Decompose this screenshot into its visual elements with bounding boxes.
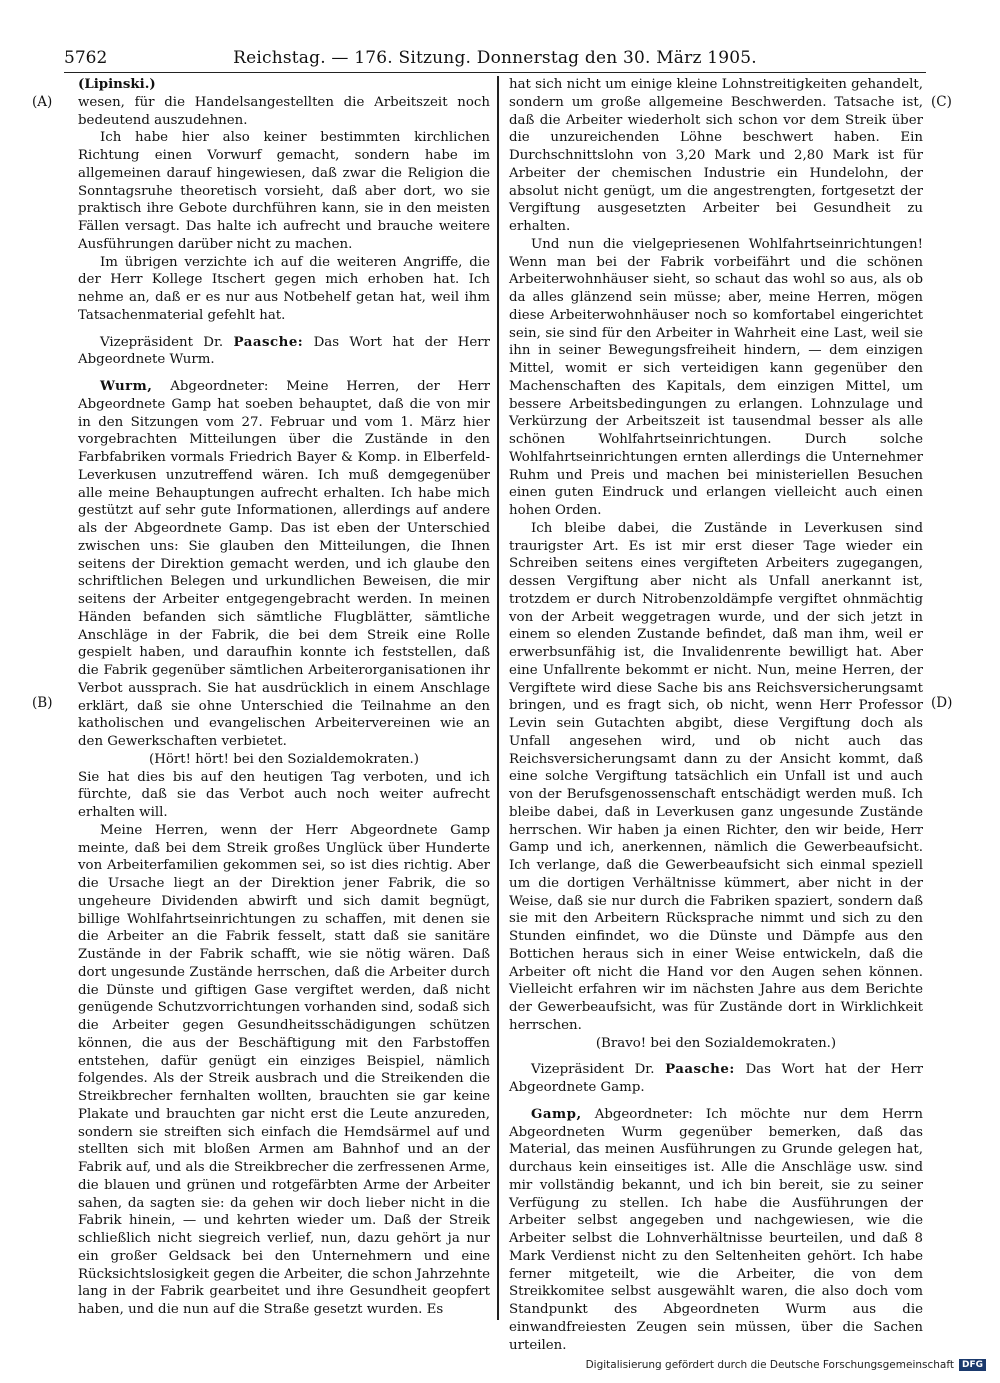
paragraph: Im übrigen verzichte ich auf die weiteren Angriffe, die der Herr Kollege Itschert gegen mich erhoben hat. Ich nehme an, daß er es nur aus Notbehelf getan hat, weil ihm Tatsachenmaterial gefehlt hat. [78,254,490,323]
right-column [509,76,923,1354]
dfg-logo: DFG [959,1359,986,1371]
speech-text: Abgeordneter: Ich möchte nur dem Herrn Abgeordneten Wurm gegenüber bemerken, daß das Material, das meinen Ausführungen zu Grunde gelegen hat, durchaus kein einseitiges ist. Alle die Anschläge usw. sind mir vollständig bekannt, und ich bin bereit, sie zu seiner Verfügung zu stellen. Ich habe die Ausführungen der Arbeiter selbst angegeben und nachgewiesen, wie die Arbeiter selbst die Lohnverhältnisse beurteilen, und daß 8 Mark Verdienst nicht zu den Seltenheiten gehört. Ich habe ferner mitgeteilt, wie die Arbeiter, die von dem Streikkomitee selbst ausgewählt waren, die also doch vom Standpunkt des Abgeordneten Wurm aus die einwandfreiesten Zeugen sein müssen, über die Sachen urteilen. [509,1106,923,1353]
column-divider [497,76,499,1320]
paragraph: Meine Herren, wenn der Herr Abgeordnete Gamp meinte, daß bei dem Streik großes Unglück über Hunderte von Arbeiterfamilien gekommen sei, so ist dies richtig. Aber die Ursache liegt an der Direktion jener Fabrik, die so ungeheure Dividenden abwirft und sich damit begnügt, billige Wohlfahrtseinrichtungen zu schaffen, mit denen sie die Arbeiter an die Fabrik fesselt, statt daß sie sanitäre Zustände in der Fabrik schafft, wie sie nötig wären. Daß dort ungesunde Zustände herrschen, daß die Arbeiter durch die Dünste und giftigen Gase vergiftet werden, daß nicht genügende Schutzvorrichtungen vorhanden sind, sodaß sich die Arbeiter gegen Gesundheitsschädigungen schützen können, die aus der Beschäftigung mit den Farbstoffen entstehen, dafür genügt ein einziges Beispiel, nämlich folgendes. Als der Streik ausbrach und die Streikenden die Streikbrecher fernhalten wollten, brauchten sie gar keine Plakate und brauchten gar nicht erst die Leute anzureden, sondern sie streiften sich einfach die Hemdsärmel auf und stellten sich mit bloßen Armen am Bahnhof und an der Fabrik auf, und als die Streikbrecher die zerfressenen Arme, die blauen und grünen und rotgefärbten Arme der Arbeiter sahen, da sagten sie: da gehen wir doch lieber nicht in die Fabrik hinein, — und kehrten wieder um. Daß der Streik schließlich nicht siegreich verlief, nun, dazu gehört ja nur ein großer Geldsack bei den Unternehmern und eine Rücksichtslosigkeit gegen die Arbeiter, die schon Jahrzehnte lang in der Fabrik gearbeitet und ihre Gesundheit geopfert haben, und die nun auf die Straße gesetzt wurden. Es [78,822,490,1317]
margin-mark-d: (D) [931,695,953,711]
chair-text: Das Wort hat der Herr Abgeordnete Wurm. [78,334,491,368]
speaker-name: Gamp, [531,1105,582,1122]
paragraph: hat sich nicht um einige kleine Lohnstreitigkeiten gehandelt, sondern um große allgemeine Beschwerden. Tatsache ist, daß die Arbeiter wiederholt sich schon vor dem Streik über die unzureichenden Löhne beschwert haben. Ein Durchschnittslohn von 3,20 Mark und 2,80 Mark ist für Arbeiter der chemischen Industrie ein Hundelohn, der absolut nicht genügt, um die angestrengten, fortgesetzt der Vergiftung ausgesetzten Arbeiter bei Gesundheit zu erhalten. [509,77,923,234]
speaker-name: Paasche: [665,1061,735,1078]
chair-prefix: Vizepräsident Dr. [100,334,224,350]
chair-prefix: Vizepräsident Dr. [531,1062,655,1078]
speech [78,378,490,751]
margin-mark-b: (B) [32,695,53,711]
chair-text: Das Wort hat der Herr Abgeordnete Gamp. [509,1062,924,1095]
chair-announcement [509,1061,923,1097]
header-rule [64,72,926,73]
speech [509,1106,923,1355]
paragraph: wesen, für die Handelsangestellten die Arbeitszeit noch bedeutend auszudehnen. [78,94,490,128]
interjection: (Hört! hört! bei den Sozialdemokraten.) [149,751,419,767]
paragraph: Sie hat dies bis auf den heutigen Tag verboten, und ich fürchte, daß sie das Verbot auch noch weiter aufrecht erhalten will. [78,769,490,820]
interjection: (Bravo! bei den Sozialdemokraten.) [595,1035,837,1051]
paragraph: Ich bleibe dabei, die Zustände in Leverkusen sind traurigster Art. Es ist mir erst dieser Tage wieder ein Schreiben seitens eines vergifteten Arbeiters zugegangen, dessen Vergiftung aber nicht als Unfall anerkannt ist, trotzdem er durch Nitrobenzoldämpfe vergiftet ohnmächtig von der Arbeit weggetragen wurde, und der sich jetzt in einem so elenden Zustande befindet, daß man ihm, weil er erwerbsunfähig ist, die Invalidenrente bewilligt hat. Aber eine Unfallrente bekommt er nicht. Nun, meine Herren, der Vergiftete wird diese Sache bis ans Reichsversicherungsamt bringen, und es fragt sich, ob nicht, wenn Herr Professor Levin sein Gutachten abgibt, diese Vergiftung doch als Unfall angesehen wird, und ob nicht auch das Reichsversicherungsamt dann zu der Ansicht kommt, daß eine solche Vergiftung tatsächlich ein Unfall ist und auch von der Berufsgenossenschaft entschädigt werden muß. Ich bleibe dabei, daß in Leverkusen ganz ungesunde Zustände herrschen. Wir haben ja einen Richter, den wir beide, Herr Gamp und ich, anerkennen, nämlich die Gewerbeaufsicht. Ich verlange, daß die Gewerbeaufsicht sich einmal speziell um die dortigen Verhältnisse kümmert, aber nicht in der Weise, daß sie nur durch die Fabriken spaziert, sondern daß sie mit den Arbeitern Rücksprache nimmt und sich zu den Stunden einfindet, wo die Dünste und Dämpfe aus den Bottichen heraus sich in einer Weise entwickeln, daß die Arbeiter oft nicht die Hand vor den Augen sehen können. Vielleicht erfahren wir im nächsten Jahre aus dem Berichte der Gewerbeaufsicht, was für Zustände dort in Wirklichkeit herrschen. [509,520,923,1033]
speaker-name: Paasche: [233,333,304,350]
speech-text: Abgeordneter: Meine Herren, der Herr Abgeordnete Gamp hat soeben behauptet, daß die von mir in den Sitzungen vom 27. Februar und vom 1. März hier vorgebrachten Mitteilungen über die Zustände in den Farbfabriken vormals Friedrich Bayer & Komp. in Elberfeld-Leverkusen unzutreffend wären. Ich muß demgegenüber alle meine Behauptungen aufrecht erhalten. Ich habe mich gestützt auf sehr gute Informationen, allerdings auf andere als der Abgeordnete Gamp. Das ist eben der Unterschied zwischen uns: Sie glauben den Mitteilungen, die Ihnen seitens der Direktion gemacht werden, und ich glaube den schriftlichen Belegen und urkundlichen Beweisen, die mir seitens der Arbeiter entgegengebracht werden. In meinen Händen befanden sich sämtliche Flugblätter, sämtliche Anschläge in der Fabrik, die bei dem Streik eine Rolle gespielt haben, und daraufhin konnte ich feststellen, daß die Fabrik gegenüber sämtlichen Arbeiterorganisationen ihr Verbot aussprach. Sie hat ausdrücklich in einem Anschlage erklärt, daß sie ohne Unterschied die Teilnahme an den katholischen und evangelischen Arbeitervereinen wie an den Gewerkschaften verbietet. [78,379,490,749]
page-header [64,48,926,72]
paragraph: Und nun die vielgepriesenen Wohlfahrtseinrichtungen! Wenn man bei der Fabrik vorbeifährt und die schönen Arbeiterwohnhäuser sieht, so schaut das wohl so aus, als ob da alles glänzend sein müsse; aber, meine Herren, mögen diese Arbeiterwohnhäuser noch so komfortabel eingerichtet sein, sie sind für den Arbeiter in Wahrheit eine Last, weil sie ihn in seiner Bewegungsfreiheit hindern, — dem einzigen Mittel, womit er sich verteidigen kann gegenüber den Machenschaften des Kapitals, dem einzigen Mittel, um bessere Arbeitsbedingungen zu erlangen. Lohnzulage und Verkürzung der Arbeitszeit ist tausendmal besser als alle schönen Wohlfahrtseinrichtungen. Durch solche Wohlfahrtseinrichtungen ernten allerdings die Unternehmer Ruhm und Preis und machen bei ministeriellen Besuchen einen guten Eindruck und erlangen vielleicht auch einen hohen Orden. [509,236,923,518]
margin-mark-a: (A) [32,94,53,110]
chair-announcement [78,334,490,370]
margin-mark-c: (C) [931,94,952,110]
speaker-label: (Lipinski.) [78,76,156,92]
funding-note: Digitalisierung gefördert durch die Deutsche Forschungsgemeinschaft [585,1359,954,1371]
paragraph: Ich habe hier also keiner bestimmten kirchlichen Richtung einen Vorwurf gemacht, sondern habe im allgemeinen darauf hingewiesen, daß zwar die Religion die Sonntagsruhe theoretisch vorsieht, daß aber dort, wo sie praktisch ihre Gebote durchführen kann, sie in den meisten Fällen versagt. Das halte ich aufrecht und brauche weitere Ausführungen darüber nicht zu machen. [78,130,490,252]
page-number: 5762 [64,48,108,68]
left-column [78,76,490,1319]
speaker-name: Wurm, [100,378,153,394]
page-title: Reichstag. — 176. Sitzung. Donnerstag den 30. März 1905. [233,48,757,68]
funding-footer [586,1359,986,1371]
